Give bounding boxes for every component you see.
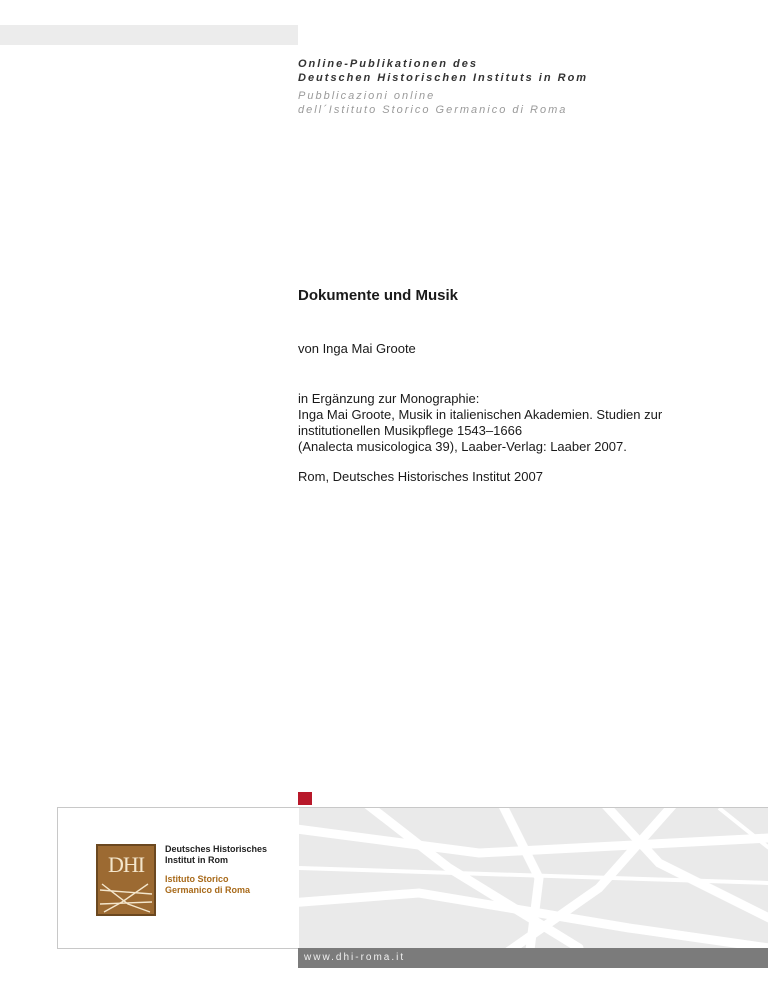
- website-link[interactable]: www.dhi-roma.it: [304, 952, 406, 963]
- series-it-line2: dell´Istituto Storico Germanico di Roma: [298, 104, 568, 116]
- series-it: [298, 89, 588, 117]
- institute-it-line2: Germanico di Roma: [165, 885, 251, 895]
- supplement-line1: in Ergänzung zur Monographie:: [298, 391, 480, 406]
- supplement-line4: (Analecta musicologica 39), Laaber-Verlag: Laaber 2007.: [298, 439, 627, 454]
- supplement-line2: Inga Mai Groote, Musik in italienischen Akademien. Studien zur: [298, 407, 663, 422]
- dhi-logo-text: DHI: [107, 852, 145, 877]
- road-pattern-image: [299, 808, 768, 948]
- institute-footer: [57, 807, 768, 949]
- website-bar: [298, 948, 768, 968]
- supplement-note: [298, 391, 662, 455]
- author-line: von Inga Mai Groote: [298, 341, 416, 356]
- series-de: [298, 57, 588, 85]
- institute-de-line1: Deutsches Historisches: [165, 844, 268, 854]
- series-header: [298, 57, 588, 117]
- supplement-line3: institutionellen Musikpflege 1543–1666: [298, 423, 523, 438]
- document-title: Dokumente und Musik: [298, 287, 459, 304]
- institute-name-it: [165, 874, 250, 896]
- institute-de-line2: Institut in Rom: [165, 855, 228, 865]
- series-it-line1: Pubblicazioni online: [298, 90, 436, 102]
- accent-square: [298, 792, 312, 805]
- dhi-logo: [96, 844, 156, 916]
- top-gray-bar: [0, 25, 298, 45]
- institute-name-de: [165, 844, 267, 866]
- series-de-line1: Online-Publikationen des: [298, 58, 479, 70]
- series-de-line2: Deutschen Historischen Instituts in Rom: [298, 72, 589, 84]
- imprint-line: Rom, Deutsches Historisches Institut 2007: [298, 469, 543, 484]
- institute-it-line1: Istituto Storico: [165, 874, 229, 884]
